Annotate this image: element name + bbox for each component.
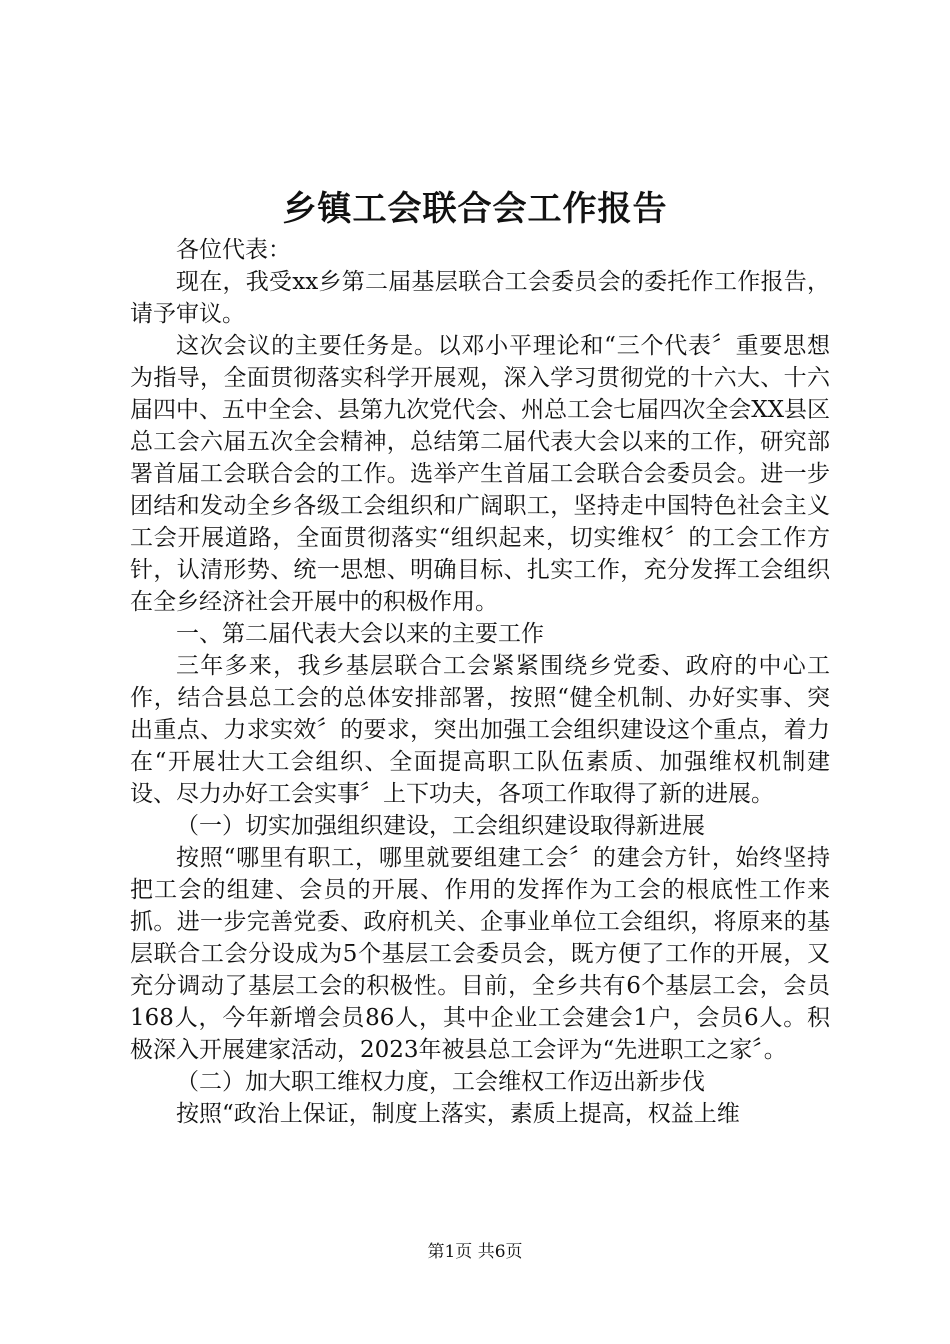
document-title: 乡镇工会联合会工作报告 (282, 189, 668, 229)
salutation: 各位代表： (176, 237, 291, 263)
page-footer: 第1页 共6页 (427, 1242, 523, 1262)
paragraph-meeting-tasks: 这次会议的主要任务是。以邓小平理论和“三个代表〞重要思想为指导，全面贯彻落实科学开展观，深入学习贯彻党的十六大、十六届四中、五中全会、县第九次党代会、州总工会七届四次全会XX县区总工会六届五次全会精神，总结第二届代表大会以来的工作，研究部署首届工会联合会的工作。选举产生首届工会联合会委员会。进一步团结和发动全乡各级工会组织和广阔职工，坚持走中国特色社会主义工会开展道路，全面贯彻落实“组织起来，切实维权〞的工会工作方针，认清形势、统一思想、明确目标、扎实工作，充分发挥工会组织在全乡经济社会开展中的积极作用。 (130, 333, 830, 615)
subsection-heading-1: （一）切实加强组织建设，工会组织建设取得新进展 (176, 813, 705, 839)
paragraph-intro: 现在，我受xx乡第二届基层联合工会委员会的委托作工作报告，请予审议。 (130, 269, 830, 327)
document-body (130, 234, 830, 1130)
subsection-heading-2: （二）加大职工维权力度，工会维权工作迈出新步伐 (176, 1069, 705, 1095)
paragraph-section-1: 三年多来，我乡基层联合工会紧紧围绕乡党委、政府的中心工作，结合县总工会的总体安排部署，按照“健全机制、办好实事、突出重点、力求实效〞的要求，突出加强工会组织建设这个重点，着力在“开展壮大工会组织、全面提高职工队伍素质、加强维权机制建设、尽力办好工会实事〞上下功夫，各项工作取得了新的进展。 (130, 653, 830, 807)
section-heading-1: 一、第二届代表大会以来的主要工作 (176, 621, 544, 647)
paragraph-subsection-2: 按照“政治上保证，制度上落实，素质上提高，权益上维 (176, 1101, 740, 1127)
paragraph-subsection-1: 按照“哪里有职工，哪里就要组建工会〞的建会方针，始终坚持把工会的组建、会员的开展、作用的发挥作为工会的根底性工作来抓。进一步完善党委、政府机关、企事业单位工会组织，将原来的基层联合工会分设成为5个基层工会委员会，既方便了工作的开展，又充分调动了基层工会的积极性。目前，全乡共有6个基层工会，会员168人，今年新增会员86人，其中企业工会建会1户，会员6人。积极深入开展建家活动，2023年被县总工会评为“先进职工之家〞。 (130, 845, 830, 1063)
